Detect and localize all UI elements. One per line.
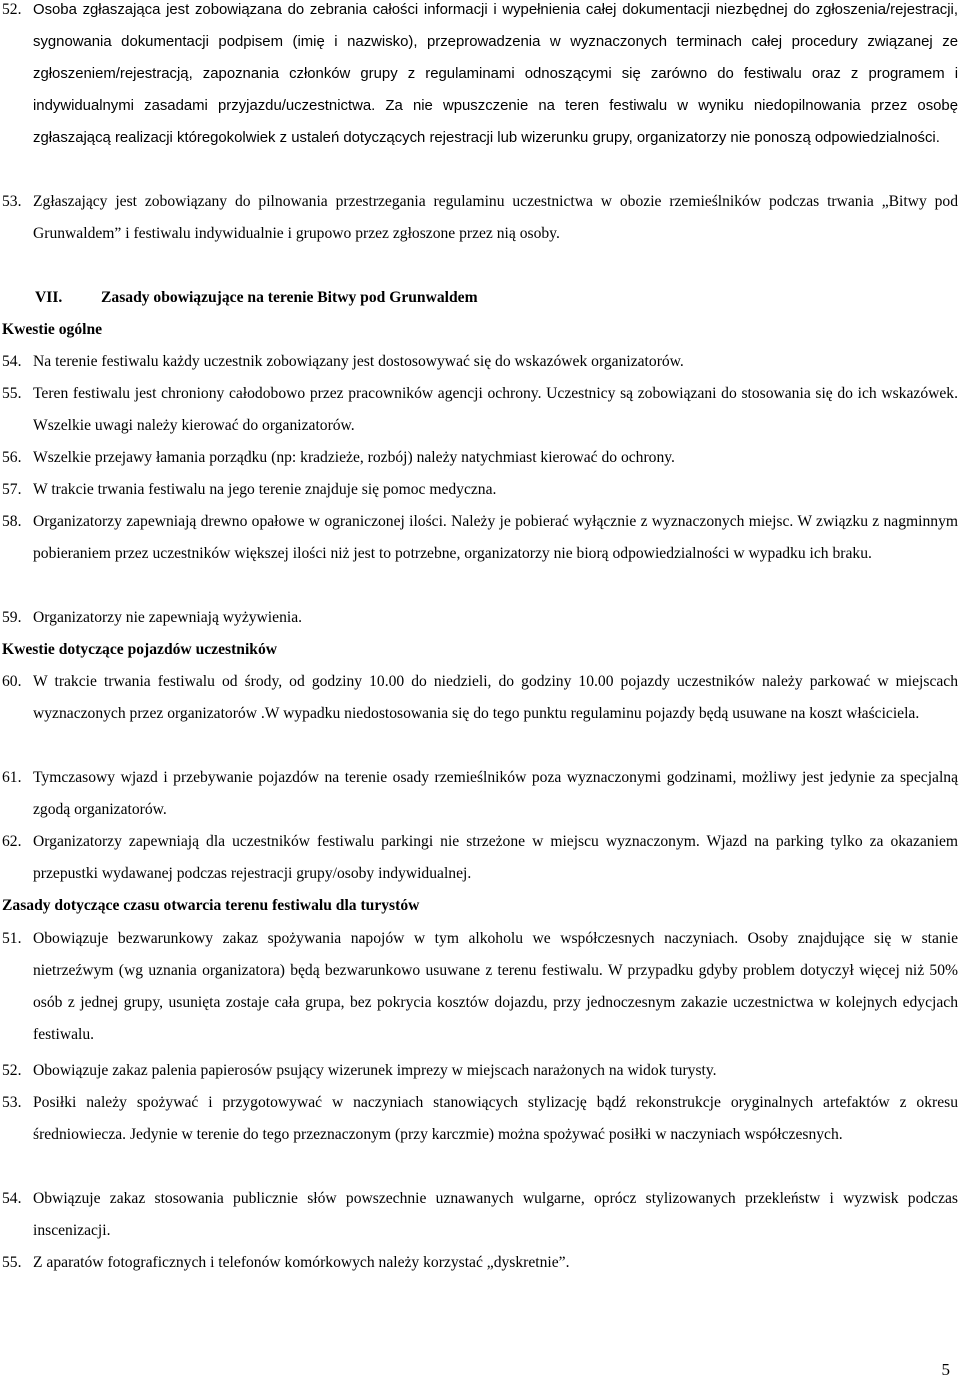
list-item: [0, 0, 958, 154]
item-number: 54.: [2, 1190, 22, 1207]
item-number: 61.: [2, 769, 22, 786]
item-number: 59.: [2, 609, 22, 626]
item-text: Osoba zgłaszająca jest zobowiązana do zebrania całości informacji i wypełnienia całej dokumentacji niezbędnej do zgłoszenia/rejestracji, sygnowania dokumentacji podpisem (imię i nazwisko), przeprowadzenia w wyznaczonych terminach całej procedury związanej ze zgłoszeniem/rejestracją, zapoznania członków grupy z regulaminami odnoszącymi się zarówno do festiwalu oraz z programem i indywidualnymi zasadami przyjazdu/uczestnictwa. Za nie wpuszczenie na teren festiwalu w wyniku niedopilnowania przez osobę zgłaszającą realizacji któregokolwiek z ustaleń dotyczących rejestracji lub wizerunku grupy, organizatorzy nie ponoszą odpowiedzialności.: [33, 2, 958, 146]
item-text: Wszelkie przejawy łamania porządku (np: kradzieże, rozbój) należy natychmiast kierować do ochrony.: [33, 449, 675, 466]
item-text: Na terenie festiwalu każdy uczestnik zobowiązany jest dostosowywać się do wskazówek organizatorów.: [33, 353, 684, 370]
list-item: [0, 826, 958, 890]
list-item: [0, 442, 958, 474]
item-number: 60.: [2, 673, 22, 690]
item-text: Zgłaszający jest zobowiązany do pilnowania przestrzegania regulaminu uczestnictwa w obozie rzemieślników podczas trwania „Bitwy pod Grunwaldem” i festiwalu indywidualnie i grupowo przez zgłoszone przez nią osoby.: [33, 193, 958, 242]
list-item: [0, 1247, 958, 1279]
item-text: Teren festiwalu jest chroniony całodobowo przez pracowników agencji ochrony. Uczestnicy są zobowiązani do stosowania się do ich wskazówek. Wszelkie uwagi należy kierować do organizatorów.: [33, 385, 958, 434]
item-number: 62.: [2, 833, 22, 850]
list-item: [0, 923, 958, 1051]
list-item: [0, 474, 958, 506]
item-text: Tymczasowy wjazd i przebywanie pojazdów na terenie osady rzemieślników poza wyznaczonymi godzinami, możliwy jest jedynie za specjalną zgodą organizatorów.: [33, 769, 958, 818]
item-number: 56.: [2, 449, 22, 466]
item-number: 51.: [2, 930, 22, 947]
section-number: VII.: [35, 289, 63, 306]
list-item: [0, 602, 958, 634]
list-item: [0, 378, 958, 442]
list-item: [0, 1183, 958, 1247]
list-item: [0, 346, 958, 378]
item-text: Posiłki należy spożywać i przygotowywać w naczyniach stanowiących stylizację bądź rekonstrukcje oryginalnych artefaktów z okresu średniowiecza. Jedynie w terenie do tego przeznaczonym (przy karczmie) można spożywać posiłki w naczyniach współczesnych.: [33, 1094, 958, 1143]
section-heading: Zasady obowiązujące na terenie Bitwy pod Grunwaldem: [101, 289, 478, 306]
list-item: [0, 506, 958, 570]
item-text: Organizatorzy zapewniają dla uczestników festiwalu parkingi nie strzeżone w miejscu wyznaczonym. Wjazd na parking tylko za okazaniem przepustki wydawanej podczas rejestracji grupy/osoby indywidualnej.: [33, 833, 958, 882]
item-text: Obowiązuje bezwarunkowy zakaz spożywania napojów w tym alkoholu we współczesnych naczyniach. Osoby znajdujące się w stanie nietrzeźwym (wg uznania organizatora) będą bezwarunkowo usuwane z terenu festiwalu. W przypadku gdyby problem dotyczył więcej niż 50% osób z jednej grupy, usunięta zostaje cała grupa, bez pokrycia kosztów dojazdu, przy jednoczesnym zakazie uczestnictwa w kolejnych edycjach festiwalu.: [33, 930, 958, 1043]
item-text: Obowiązuje zakaz palenia papierosów psujący wizerunek imprezy w miejscach narażonych na widok turysty.: [33, 1062, 717, 1079]
item-text: Obwiązuje zakaz stosowania publicznie słów powszechnie uznawanych wulgarne, oprócz stylizowanych przekleństw i wyzwisk podczas inscenizacji.: [33, 1190, 958, 1239]
list-item: [0, 1087, 958, 1151]
item-number: 53.: [2, 1094, 22, 1111]
list-item: [0, 666, 958, 730]
item-text: Z aparatów fotograficznych i telefonów komórkowych należy korzystać „dyskretnie”.: [33, 1254, 570, 1271]
item-number: 52.: [2, 1, 22, 18]
list-item: [0, 762, 958, 826]
section-title: [35, 283, 478, 313]
item-number: 55.: [2, 385, 22, 402]
item-number: 57.: [2, 481, 22, 498]
subheading-general: Kwestie ogólne: [2, 321, 103, 338]
list-item: [0, 1055, 958, 1087]
subheading-vehicles: Kwestie dotyczące pojazdów uczestników: [2, 641, 278, 658]
item-text: W trakcie trwania festiwalu od środy, od godziny 10.00 do niedzieli, do godziny 10.00 pojazdy uczestników należy parkować w miejscach wyznaczonych przez organizatorów .W wypadku niedostosowania się do tego punktu regulaminu pojazdy będą usuwane na koszt właściciela.: [33, 673, 958, 722]
item-number: 58.: [2, 513, 22, 530]
item-number: 54.: [2, 353, 22, 370]
item-number: 53.: [2, 193, 22, 210]
page-number: 5: [941, 1360, 950, 1379]
item-number: 55.: [2, 1254, 22, 1271]
list-item: [0, 186, 958, 250]
item-number: 52.: [2, 1062, 22, 1079]
item-text: W trakcie trwania festiwalu na jego terenie znajduje się pomoc medyczna.: [33, 481, 497, 498]
subheading-tourists: Zasady dotyczące czasu otwarcia terenu festiwalu dla turystów: [2, 897, 420, 914]
item-text: Organizatorzy zapewniają drewno opałowe w ograniczonej ilości. Należy je pobierać wyłącznie z wyznaczonych miejsc. W związku z nagminnym pobieraniem przez uczestników większej ilości niż jest to potrzebne, organizatorzy nie biorą odpowiedzialności w wypadku ich braku.: [33, 513, 958, 562]
item-text: Organizatorzy nie zapewniają wyżywienia.: [33, 609, 303, 626]
